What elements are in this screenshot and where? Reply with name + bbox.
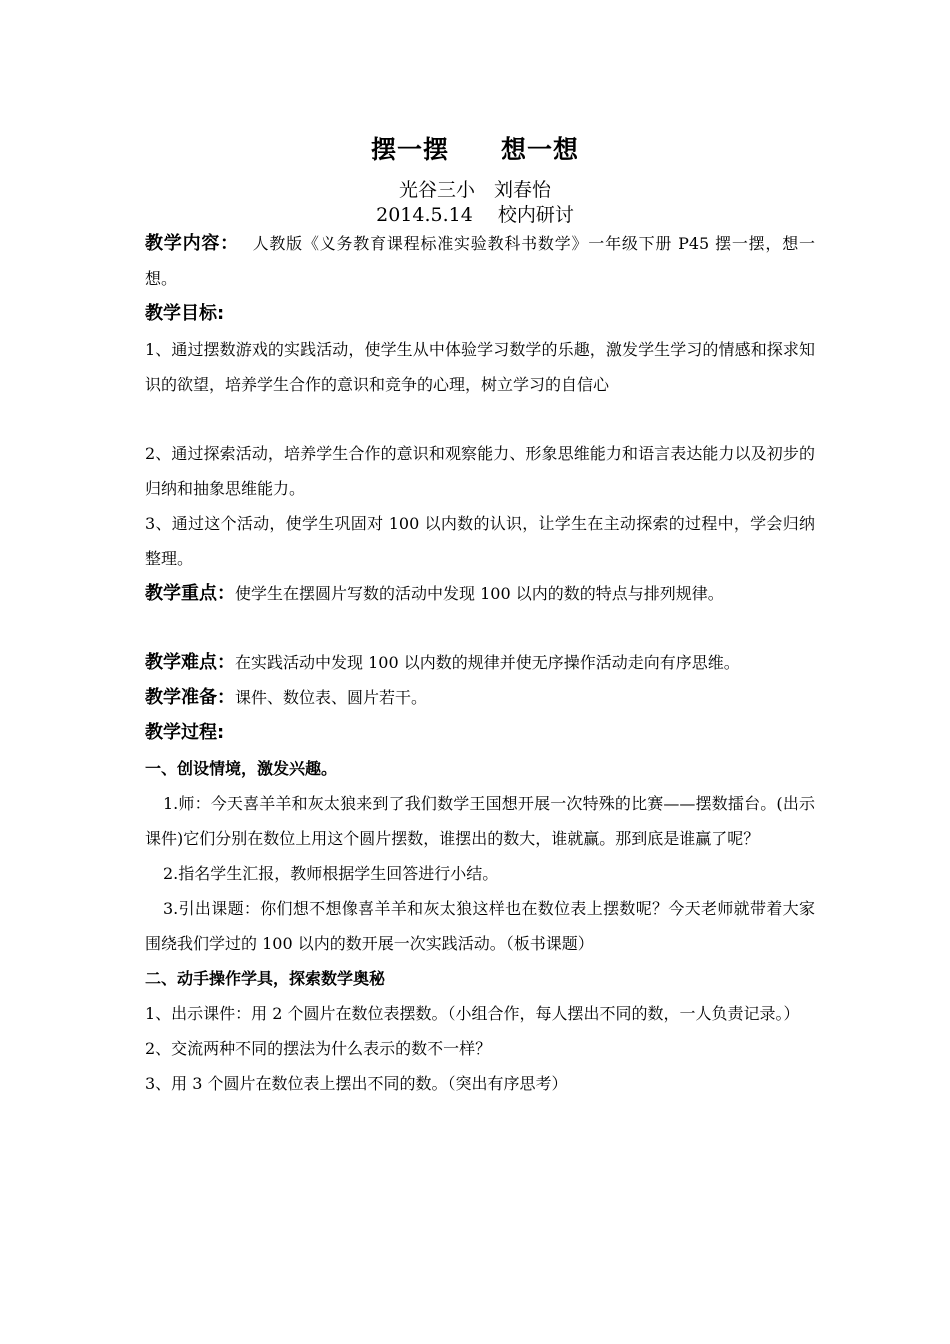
difficulty-text: 在实践活动中发现 100 以内数的规律并使无序操作活动走向有序思维。 (235, 653, 740, 672)
key-point-label: 教学重点： (145, 583, 235, 604)
process-item: 3.引出课题：你们想不想像喜羊羊和灰太狼这样也在数位表上摆数呢？今天老师就带着大家围绕我们学过的 100 以内的数开展一次实践活动。（板书课题） (145, 899, 815, 953)
preparation-text: 课件、数位表、圆片若干。 (235, 688, 428, 707)
process-item: 3、用 3 个圆片在数位表上摆出不同的数。（突出有序思考） (145, 1074, 568, 1093)
teaching-key-point (145, 576, 815, 611)
spacer (145, 402, 815, 436)
process-item: 1.师：今天喜羊羊和灰太狼来到了我们数学王国想开展一次特殊的比赛——摆数擂台。(出示课件)它们分别在数位上用这个圆片摆数，谁摆出的数大，谁就赢。那到底是谁赢了呢？ (145, 794, 815, 848)
preparation-label: 教学准备： (145, 687, 235, 708)
date-line: 2014.5.14 校内研讨 (376, 204, 574, 226)
teaching-goals-heading: 教学目标: (145, 303, 225, 324)
goal-item: 1、通过摆数游戏的实践活动，使学生从中体验学习数学的乐趣，激发学生学习的情感和探求知识的欲望，培养学生合作的意识和竞争的心理，树立学习的自信心 (145, 340, 815, 394)
teaching-content-label: 教学内容： (145, 233, 230, 254)
teaching-difficulty (145, 645, 815, 680)
teaching-process-heading: 教学过程: (145, 722, 225, 743)
goal-item: 2、通过探索活动，培养学生合作的意识和观察能力、形象思维能力和语言表达能力以及初步的归纳和抽象思维能力。 (145, 444, 815, 498)
document-title: 摆一摆 想一想 (370, 135, 579, 164)
teaching-content-text: 人教版《义务教育课程标准实验教科书数学》一年级下册 P45 摆一摆，想一想。 (145, 234, 816, 288)
author-line: 光谷三小 刘春怡 (398, 179, 551, 201)
section-heading: 一、创设情境，激发兴趣。 (145, 759, 338, 778)
goal-item: 3、通过这个活动，使学生巩固对 100 以内数的认识，让学生在主动探索的过程中，学会归纳整理。 (145, 514, 815, 568)
document-body (145, 226, 815, 1101)
process-item: 1、出示课件：用 2 个圆片在数位表摆数。（小组合作，每人摆出不同的数，一人负责记录。） (145, 1004, 800, 1023)
teaching-preparation (145, 680, 815, 715)
process-item: 2、交流两种不同的摆法为什么表示的数不一样？ (145, 1039, 492, 1058)
key-point-text: 使学生在摆圆片写数的活动中发现 100 以内的数的特点与排列规律。 (235, 584, 724, 603)
difficulty-label: 教学难点： (145, 652, 235, 673)
teaching-content (145, 226, 815, 296)
section-heading: 二、动手操作学具，探索数学奥秘 (145, 969, 386, 988)
spacer (145, 611, 815, 645)
process-item: 2.指名学生汇报，教师根据学生回答进行小结。 (163, 864, 499, 883)
